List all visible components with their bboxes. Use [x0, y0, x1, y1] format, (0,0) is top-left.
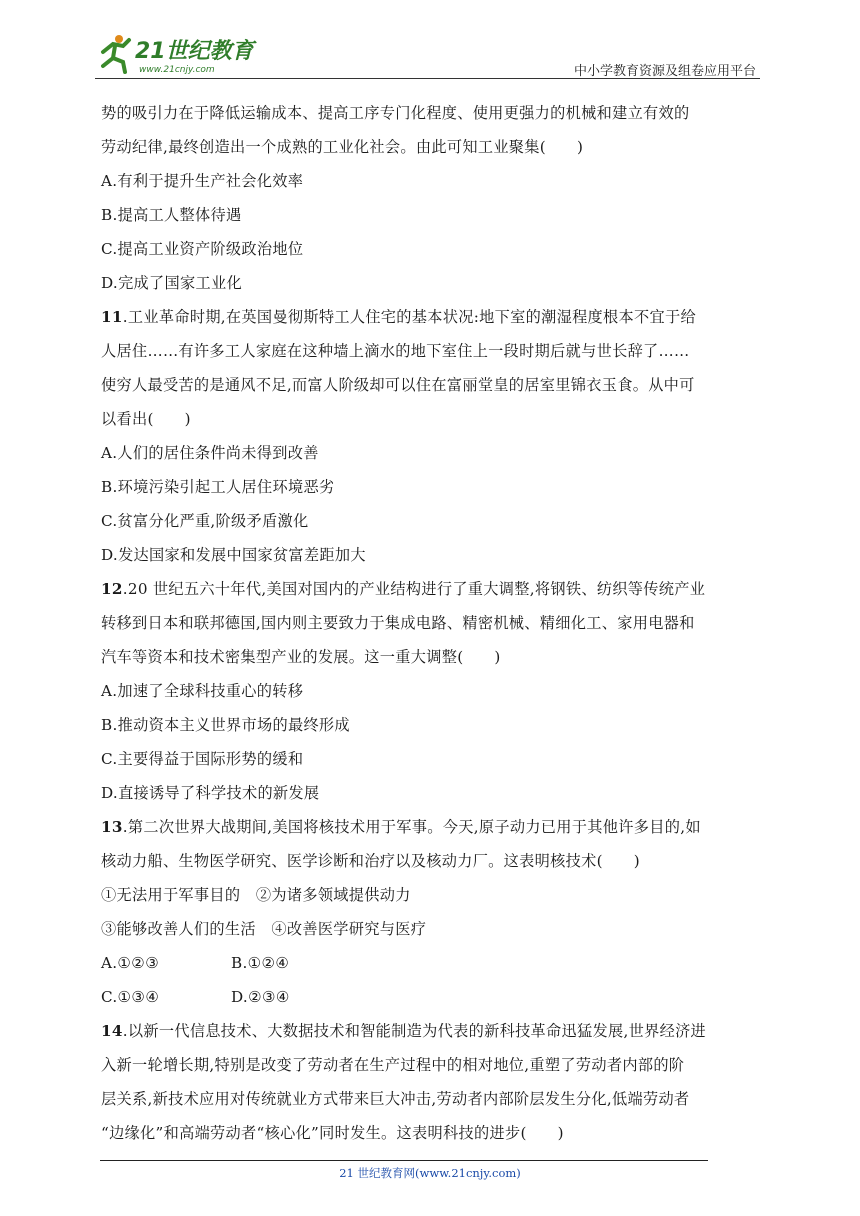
question-text: .工业革命时期,在英国曼彻斯特工人住宅的基本状况:地下室的潮湿程度根本不宜于给 [122, 308, 696, 326]
question-13 [101, 810, 765, 844]
logo-text: 21世纪教育 [135, 39, 254, 64]
question-number: 14 [101, 1022, 123, 1040]
site-logo [95, 30, 265, 76]
option-b: B.提高工人整体待遇 [101, 206, 242, 224]
question-number: 12 [101, 580, 123, 598]
text-line: “边缘化”和高端劳动者“核心化”同时发生。这表明科技的进步( ) [101, 1124, 564, 1142]
text-line: 层关系,新技术应用对传统就业方式带来巨大冲击,劳动者内部阶层发生分化,低端劳动者 [101, 1090, 690, 1108]
option-d: D.完成了国家工业化 [101, 274, 242, 292]
document-body [101, 96, 765, 1150]
text-line: 汽车等资本和技术密集型产业的发展。这一重大调整( ) [101, 648, 501, 666]
runner-icon [103, 35, 129, 72]
logo-url: www.21cnjy.com [139, 65, 215, 75]
question-12 [101, 572, 765, 606]
header-divider [95, 78, 760, 79]
option-b: B.推动资本主义世界市场的最终形成 [101, 716, 350, 734]
option-a: A.人们的居住条件尚未得到改善 [101, 444, 319, 462]
option-a: A.加速了全球科技重心的转移 [101, 682, 304, 700]
page-header [95, 30, 760, 82]
text-line: 以看出( ) [101, 410, 191, 428]
statement-line: ③能够改善人们的生活 ④改善医学研究与医疗 [101, 920, 427, 938]
text-line: 转移到日本和联邦德国,国内则主要致力于集成电路、精密机械、精细化工、家用电器和 [101, 614, 695, 632]
option-b: B.①②④ [231, 954, 290, 972]
text-line: 使穷人最受苦的是通风不足,而富人阶级却可以住在富丽堂皇的居室里锦衣玉食。从中可 [101, 376, 695, 394]
question-11 [101, 300, 765, 334]
option-c: C.贫富分化严重,阶级矛盾激化 [101, 512, 309, 530]
footer-divider [100, 1160, 708, 1161]
option-a: A.①②③ [101, 954, 160, 972]
question-text: .第二次世界大战期间,美国将核技术用于军事。今天,原子动力已用于其他许多目的,如 [122, 818, 701, 836]
question-number: 11 [101, 308, 123, 326]
option-d: D.②③④ [231, 988, 290, 1006]
statement-line: ①无法用于军事目的 ②为诸多领域提供动力 [101, 886, 411, 904]
text-line: 入新一轮增长期,特别是改变了劳动者在生产过程中的相对地位,重塑了劳动者内部的阶 [101, 1056, 685, 1074]
option-c: C.提高工业资产阶级政治地位 [101, 240, 304, 258]
option-a: A.有利于提升生产社会化效率 [101, 172, 304, 190]
option-d: D.直接诱导了科学技术的新发展 [101, 784, 320, 802]
options-row [101, 946, 765, 980]
platform-name: 中小学教育资源及组卷应用平台 [573, 64, 756, 79]
option-d: D.发达国家和发展中国家贫富差距加大 [101, 546, 366, 564]
options-row [101, 980, 765, 1014]
question-text: .20 世纪五六十年代,美国对国内的产业结构进行了重大调整,将钢铁、纺织等传统产业 [122, 580, 706, 598]
text-line: 核动力船、生物医学研究、医学诊断和治疗以及核动力厂。这表明核技术( ) [101, 852, 641, 870]
option-c: C.主要得益于国际形势的缓和 [101, 750, 304, 768]
text-line: 人居住……有许多工人家庭在这种墙上滴水的地下室住上一段时期后就与世长辞了…… [101, 342, 690, 360]
question-number: 13 [101, 818, 123, 836]
text-line: 势的吸引力在于降低运输成本、提高工序专门化程度、使用更强力的机械和建立有效的 [101, 104, 690, 122]
footer-link[interactable]: 21 世纪教育网(www.21cnjy.com) [339, 1166, 521, 1180]
text-line: 劳动纪律,最终创造出一个成熟的工业化社会。由此可知工业聚集( ) [101, 138, 584, 156]
option-b: B.环境污染引起工人居住环境恶劣 [101, 478, 335, 496]
question-14 [101, 1014, 765, 1048]
question-text: .以新一代信息技术、大数据技术和智能制造为代表的新科技革命迅猛发展,世界经济进 [122, 1022, 707, 1040]
option-c: C.①③④ [101, 988, 160, 1006]
